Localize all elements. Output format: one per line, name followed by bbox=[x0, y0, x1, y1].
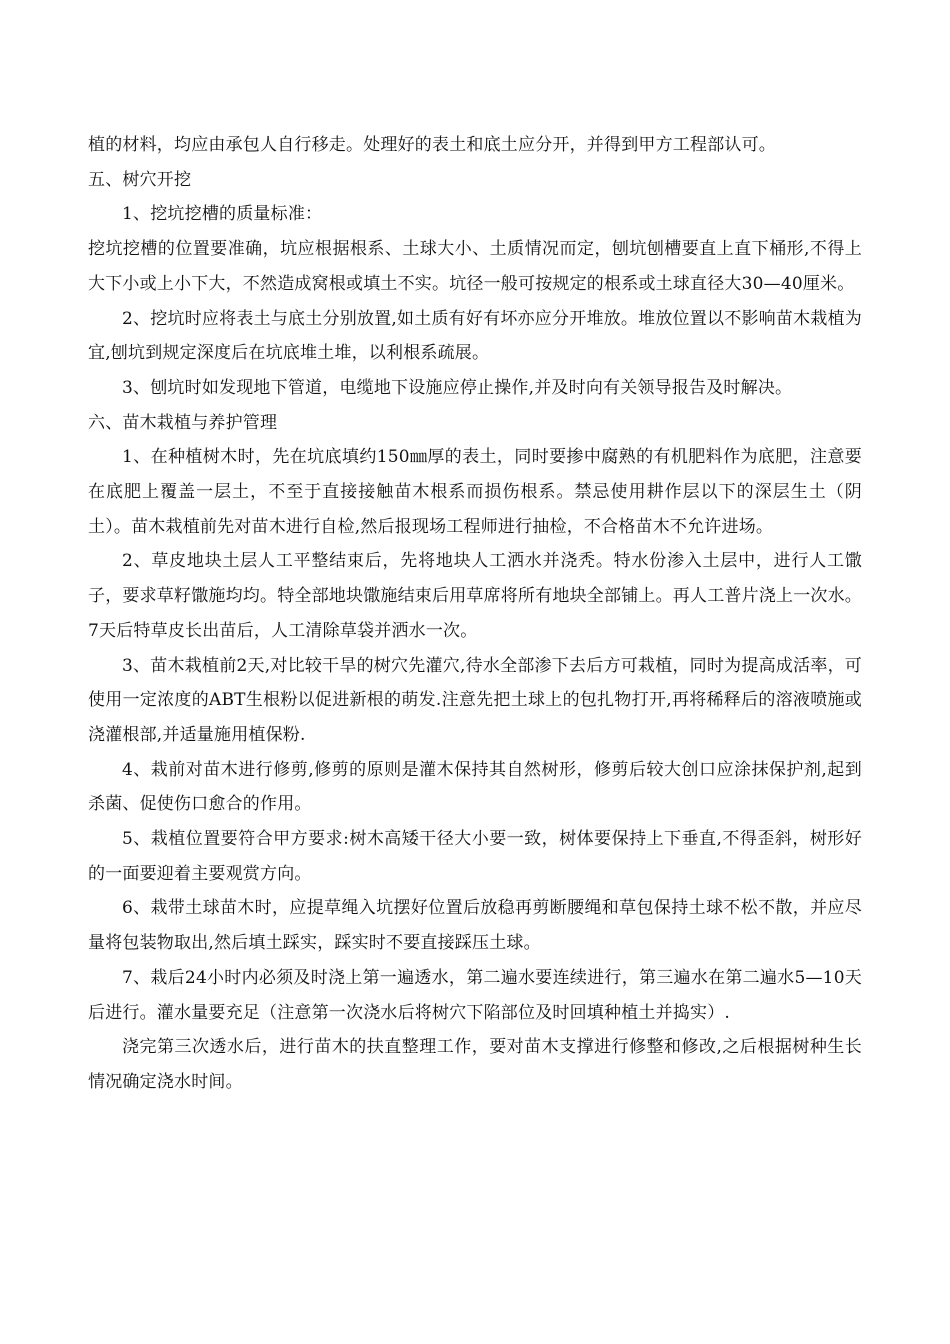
paragraph: 2、草皮地块土层人工平整结束后，先将地块人工洒水并浇秃。特水份渗入土层中，进行人工馓子，要求草籽馓施均均。特全部地块馓施结束后用草席将所有地块全部铺上。再人工普片浇上一次水。7天后特草皮长出苗后，人工清除草袋并洒水一次。 bbox=[88, 551, 862, 641]
paragraph: 2、挖坑时应将表土与底土分别放置,如土质有好有坏亦应分开堆放。堆放位置以不影响苗木栽植为宜,刨坑到规定深度后在坑底堆土堆，以利根系疏展。 bbox=[88, 308, 862, 364]
paragraph: 六、苗木栽植与养护管理 bbox=[88, 412, 278, 433]
paragraph: 3、刨坑时如发现地下管道，电缆地下设施应停止操作,并及时向有关领导报告及时解决。 bbox=[122, 377, 793, 398]
paragraph: 五、树穴开挖 bbox=[88, 169, 192, 190]
paragraph: 4、栽前对苗木进行修剪,修剪的原则是灌木保持其自然树形，修剪后较大创口应涂抹保护剂,起到杀菌、促使伤口愈合的作用。 bbox=[88, 759, 862, 815]
paragraph: 1、挖坑挖槽的质量标准： bbox=[122, 204, 323, 225]
paragraph: 7、栽后24小时内必须及时浇上第一遍透水，第二遍水要连续进行，第三遍水在第二遍水5—10天后进行。灌水量要充足（注意第一次浇水后将树穴下陷部位及时回填种植土并捣实）. bbox=[88, 967, 862, 1023]
paragraph: 浇完第三次透水后，进行苗木的扶直整理工作，要对苗木支撑进行修整和修改,之后根据树种生长情况确定浇水时间。 bbox=[88, 1037, 862, 1092]
paragraph: 挖坑挖槽的位置要准确，坑应根据根系、土球大小、土质情况而定，刨坑刨槽要直上直下桶形,不得上大下小或上小下大，不然造成窝根或填土不实。坑径一般可按规定的根系或土球直径大30—40厘米。 bbox=[88, 239, 862, 294]
paragraph: 1、在种植树木时，先在坑底填约150㎜厚的表土，同时要掺中腐熟的有机肥料作为底肥，注意要在底肥上覆盖一层土，不至于直接接触苗木根系而损伤根系。禁忌使用耕作层以下的深层生土（阴土）。苗木栽植前先对苗木进行自检,然后报现场工程师进行抽检，不合格苗木不允许进场。 bbox=[88, 447, 862, 537]
paragraph: 植的材料，均应由承包人自行移走。处理好的表土和底土应分开，并得到甲方工程部认可。 bbox=[88, 135, 776, 155]
document-body bbox=[88, 128, 862, 1100]
paragraph: 3、苗木栽植前2天,对比较干旱的树穴先灌穴,待水全部渗下去后方可栽植，同时为提高成活率，可使用一定浓度的ABT生根粉以促进新根的萌发.注意先把土球上的包扎物打开,再将稀释后的溶液喷施或浇灌根部,并适量施用植保粉. bbox=[88, 655, 862, 745]
paragraph: 5、栽植位置要符合甲方要求:树木高矮干径大小要一致，树体要保持上下垂直,不得歪斜，树形好的一面要迎着主要观赏方向。 bbox=[88, 829, 862, 884]
paragraph: 6、栽带土球苗木时，应提草绳入坑摆好位置后放稳再剪断腰绳和草包保持土球不松不散，并应尽量将包装物取出,然后填土踩实，踩实时不要直接踩压土球。 bbox=[88, 898, 862, 954]
